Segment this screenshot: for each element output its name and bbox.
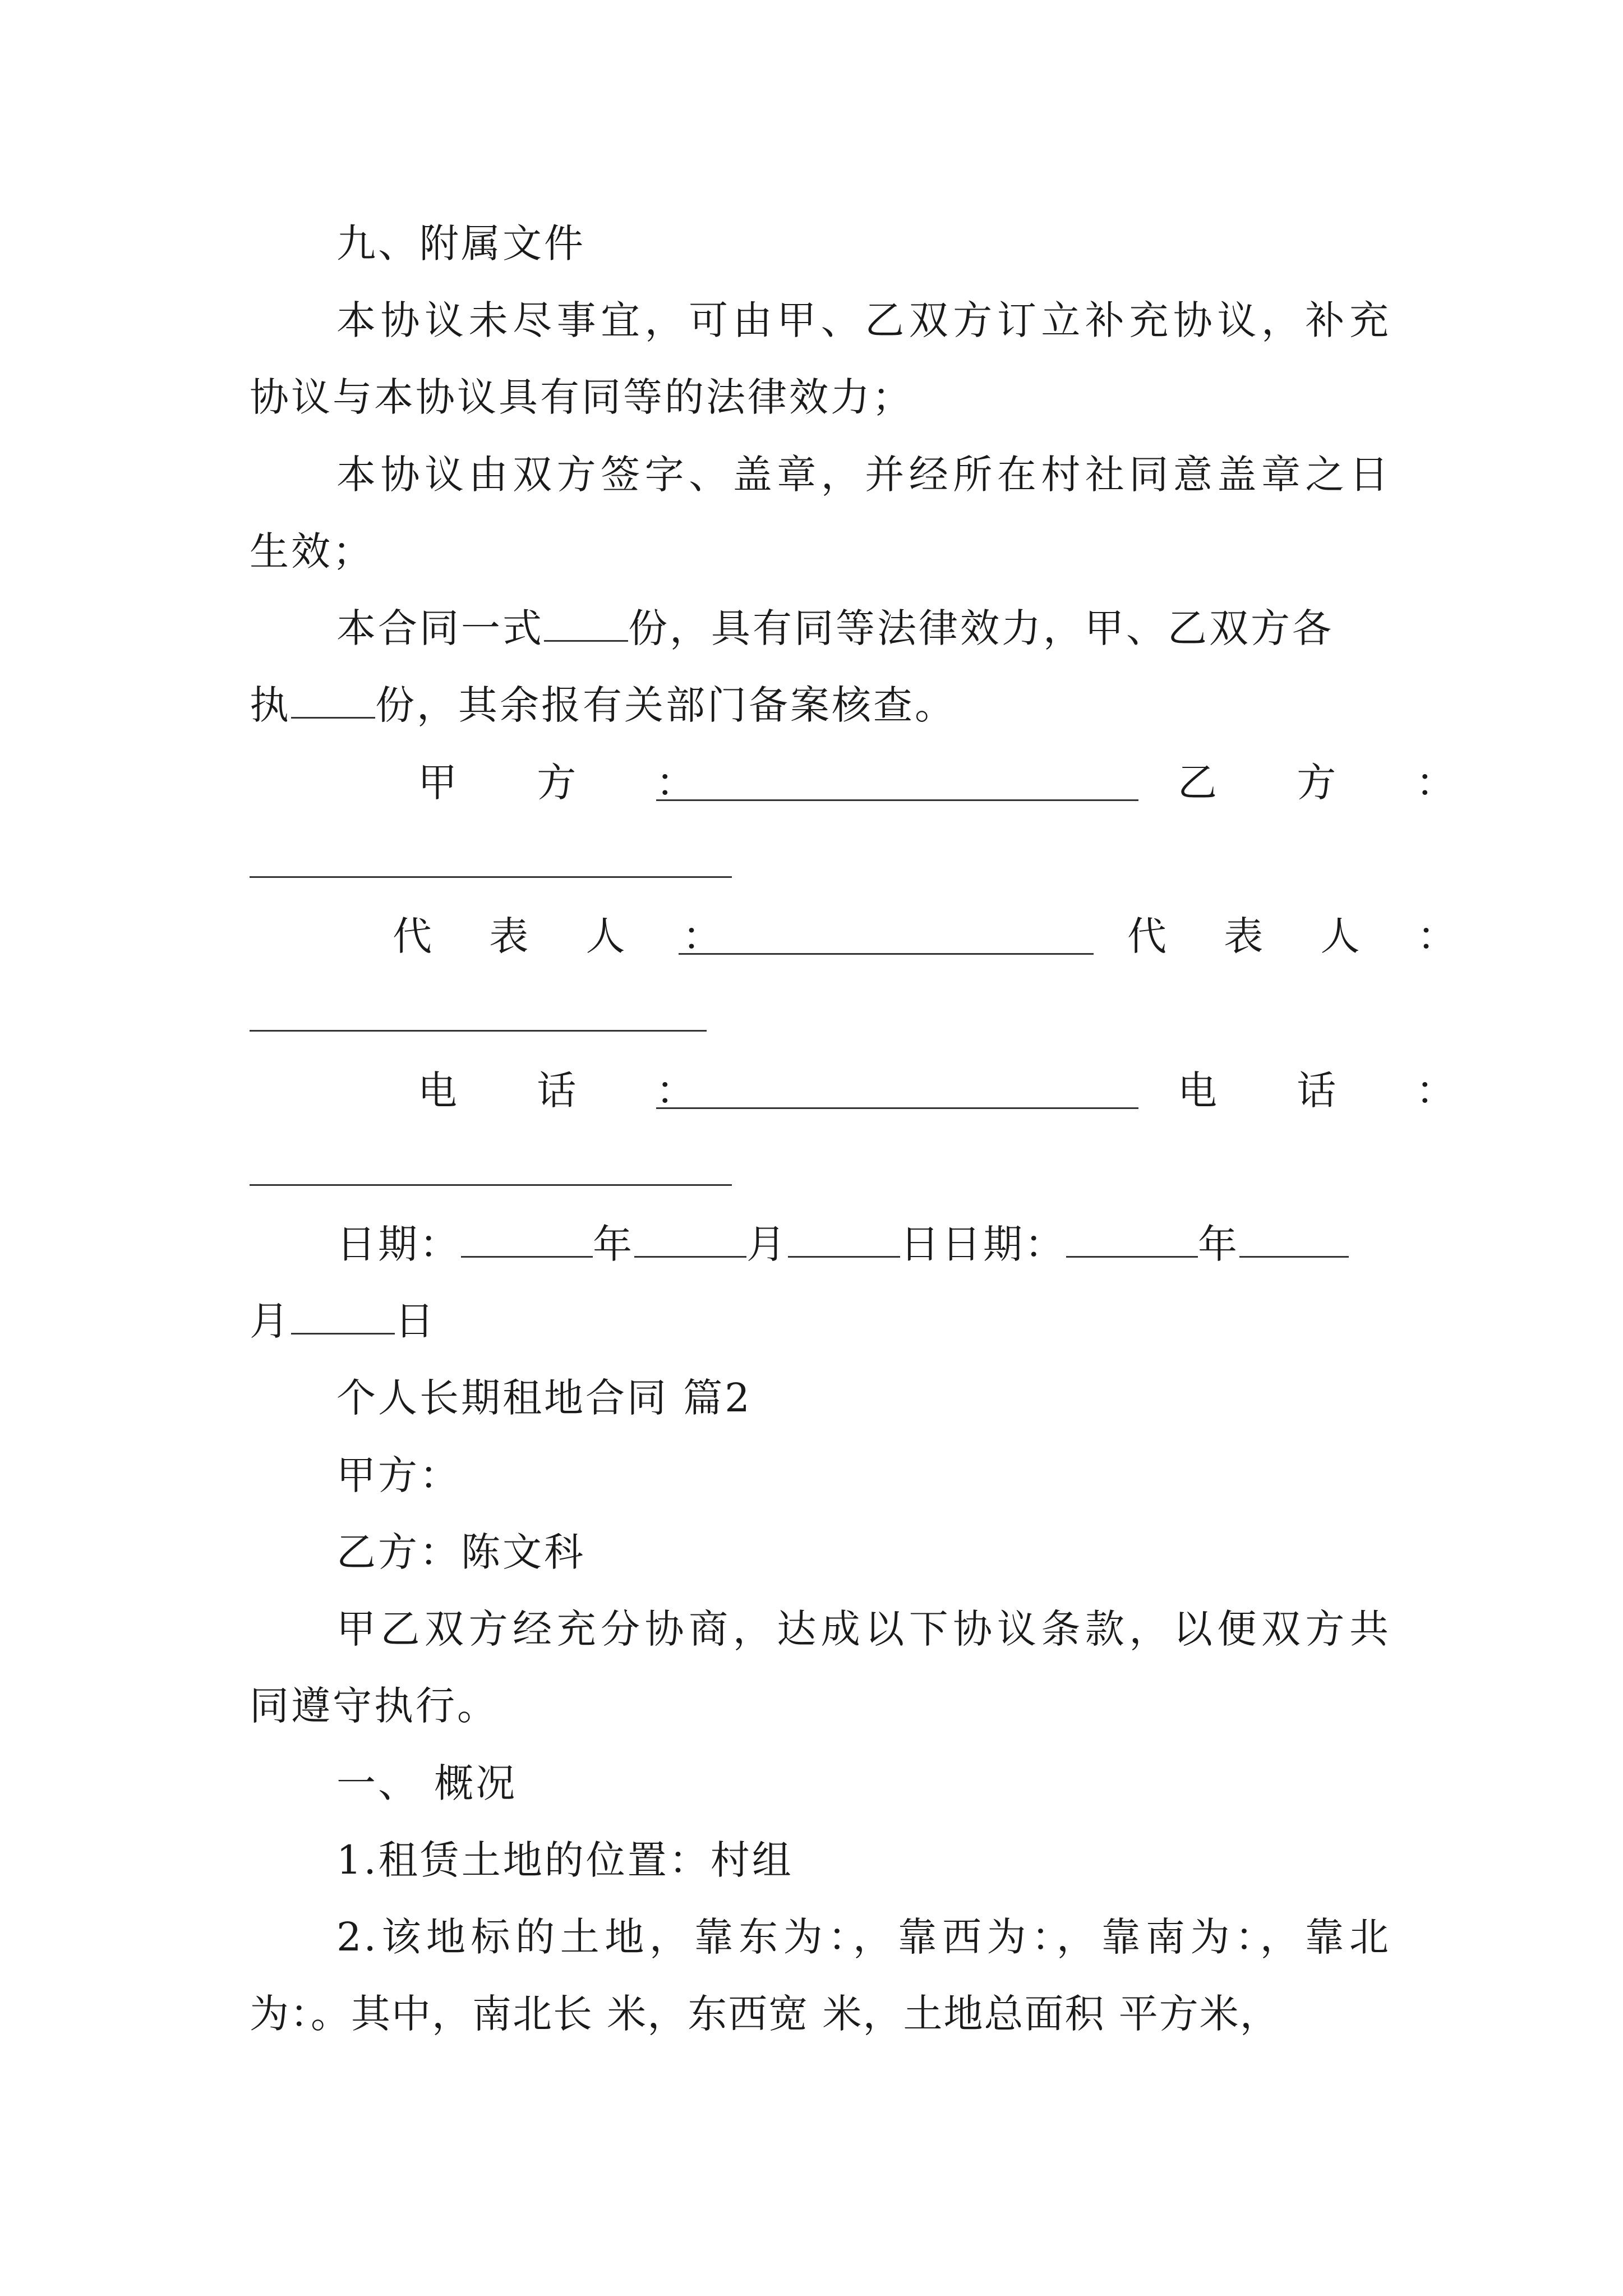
paragraph-line: 协议与本协议具有同等的法律效力；: [250, 374, 914, 420]
copies-text-b: 份，具有同等法律效力，甲、乙双方各: [628, 605, 1334, 651]
copies-blank: [544, 603, 628, 642]
list-item: 1.租赁土地的位置：村组: [336, 1837, 794, 1883]
paragraph-line: [336, 602, 1391, 654]
year-label: 年: [593, 1221, 634, 1267]
rep-a-label: 代 表 人 ：: [393, 913, 744, 959]
date-a-month-blank: [634, 1219, 746, 1258]
date-label: 日期：: [336, 1221, 461, 1267]
section-heading: 一、 概况: [336, 1760, 518, 1806]
section-heading: 九、附属文件: [336, 220, 585, 266]
month-label: 月: [746, 1221, 788, 1267]
list-item-cont: 为：。其中，南北长 米，东西宽 米，土地总面积 平方米，: [250, 1991, 1280, 2037]
date-line: [336, 1218, 1391, 1270]
phone-a-line: [656, 1107, 1138, 1109]
date-line-cont: [250, 1295, 1394, 1347]
paragraph-line: 甲乙双方经充分协商，达成以下协议条款，以便双方共: [336, 1606, 1391, 1652]
phone-b-line: [250, 1184, 732, 1186]
date-b-day-blank: [291, 1296, 395, 1335]
contract-title: 个人长期租地合同 篇2: [336, 1375, 752, 1421]
rep-b-signature-line: [250, 1030, 707, 1032]
paragraph-line: [250, 679, 1394, 731]
paragraph-line: 同遵守执行。: [250, 1683, 499, 1729]
phone-b-label: 电 话 ：: [1178, 1068, 1489, 1114]
rep-a-signature-line: [679, 953, 1094, 955]
paragraph-line: 本协议由双方签字、盖章，并经所在村社同意盖章之日: [336, 452, 1391, 498]
phone-a-label: 电 话 ：: [418, 1068, 729, 1114]
date-a-year-blank: [461, 1219, 593, 1258]
year-label: 年: [1198, 1221, 1239, 1267]
month-label: 月: [250, 1298, 291, 1344]
date-b-month-blank-a: [1239, 1219, 1349, 1258]
rep-b-label: 代 表 人 ：: [1127, 913, 1479, 959]
date-a-day-blank: [788, 1219, 900, 1258]
party-b-signature-line: [250, 876, 732, 878]
copies-text-c: 执: [250, 682, 291, 728]
party-a-signature-line: [656, 799, 1138, 801]
date-b-year-blank: [1066, 1219, 1198, 1258]
party-b-label: 乙 方 ：: [1178, 760, 1489, 806]
party-a-label: 甲 方 ：: [418, 760, 729, 806]
copies-text-d: 份，其余报有关部门备案核查。: [375, 682, 956, 728]
paragraph-line: 生效；: [250, 528, 374, 574]
day-date-label: 日日期：: [900, 1221, 1066, 1267]
copies-each-blank: [291, 680, 375, 719]
copies-text-a: 本合同一式: [336, 605, 544, 651]
party-a-line: 甲方：: [336, 1452, 461, 1498]
paragraph-line: 本协议未尽事宜，可由甲、乙双方订立补充协议，补充: [336, 297, 1391, 343]
day-label: 日: [395, 1298, 436, 1344]
party-b-line: 乙方：陈文科: [336, 1529, 585, 1575]
list-item: 2.该地标的土地，靠东为：，靠西为：，靠南为：，靠北: [336, 1914, 1391, 1960]
